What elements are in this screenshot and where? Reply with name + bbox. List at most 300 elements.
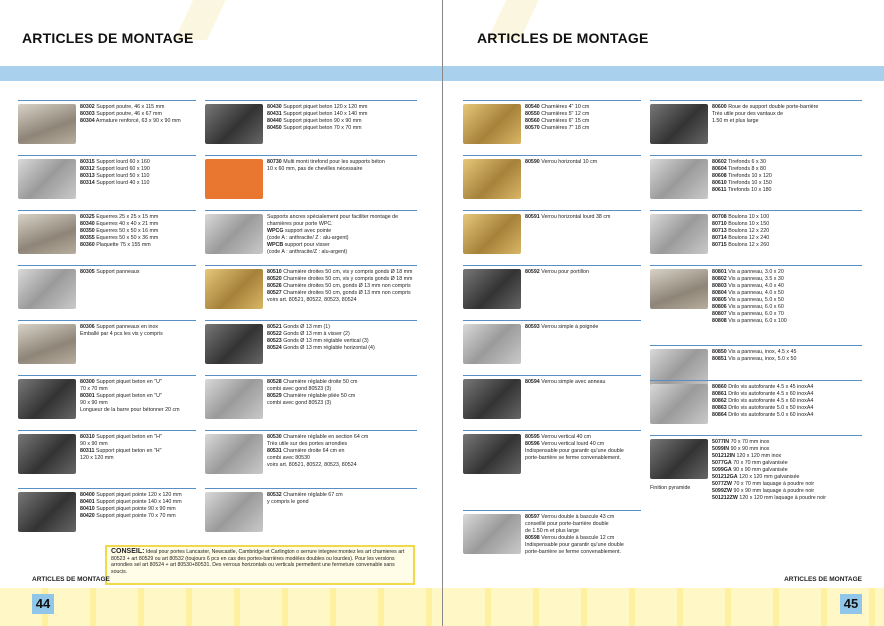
product-entry (650, 265, 862, 324)
product-description: Charnière droites 50 cm, gonds Ø 13 mm non compris (281, 283, 411, 289)
product-line (712, 439, 862, 446)
product-description: 90 x 90 mm galvanisée (731, 467, 788, 473)
divider (18, 375, 196, 376)
product-code: 80592 (525, 269, 540, 275)
product-entry (18, 155, 196, 201)
product-code: 80522 (267, 331, 282, 337)
product-line (267, 283, 417, 290)
product-code: 80591 (525, 214, 540, 220)
product-description: de 1.50 m et plus large (525, 528, 579, 534)
product-line (267, 235, 417, 242)
product-line (267, 393, 417, 400)
product-text (525, 434, 641, 462)
divider (463, 510, 641, 511)
product-line (525, 324, 641, 331)
product-code: 80311 (80, 448, 95, 454)
product-code: 80850 (712, 349, 727, 355)
product-code: 80860 (712, 384, 727, 390)
product-line (712, 276, 862, 283)
product-line (525, 104, 641, 111)
product-description: Vis a panneau, 3.0 x 20 (726, 269, 784, 275)
product-description: Très utile pour des vantaux de (712, 111, 784, 117)
product-description: 120 x 120 mm laquage à poudre noir (737, 495, 826, 501)
product-code: 80420 (80, 513, 95, 519)
product-code: 80801 (712, 269, 727, 275)
product-line (80, 492, 196, 499)
product-description: Support piquet beton 120 x 120 mm (281, 104, 368, 110)
page-number-text: 45 (843, 596, 859, 611)
product-description: Verrou vertical 40 cm (539, 434, 591, 440)
product-description: Multi monti tirefond pour les supports béton (281, 159, 385, 165)
product-code: 80595 (525, 434, 540, 440)
product-line (712, 349, 862, 356)
product-code: 5099GA (712, 467, 732, 473)
product-code: 80861 (712, 391, 727, 397)
product-description: Tirefonds 10 x 180 (726, 187, 772, 193)
product-code: 5077IN (712, 439, 730, 445)
product-line (267, 269, 417, 276)
product-description: conseillé pour porte-barrière double (525, 521, 609, 527)
product-text (267, 104, 417, 132)
product-line (712, 104, 862, 111)
product-code: 5077GA (712, 460, 732, 466)
product-code: 80350 (80, 228, 95, 234)
product-code: 80304 (80, 118, 95, 124)
product-line (267, 125, 417, 132)
product-image (205, 104, 263, 144)
product-description: Longueur de la barre pour bétonner 20 cm (80, 407, 180, 413)
product-description: y compris le gond (267, 499, 309, 505)
product-line (712, 391, 862, 398)
product-description: Support piquet pointe 90 x 90 mm (94, 506, 176, 512)
product-line (525, 159, 641, 166)
product-code: 80602 (712, 159, 727, 165)
product-code: 80526 (267, 283, 282, 289)
product-code: 80510 (267, 269, 282, 275)
product-text (80, 104, 196, 125)
product-description: 90 x 90 mm laquage à poudre noir (732, 488, 815, 494)
product-line (80, 118, 196, 125)
product-line (80, 499, 196, 506)
product-description: Support piquet beton en "H" (94, 448, 162, 454)
product-image (205, 379, 263, 419)
product-description: Vis a panneau, 6.0 x 70 (726, 311, 784, 317)
product-description: combi avec gond 80523 (3) (267, 386, 332, 392)
product-line (712, 228, 862, 235)
product-image (650, 214, 708, 254)
product-text (267, 269, 417, 304)
product-description: Drilo vis autoforante 4.5 x 45 inoxA4 (726, 384, 814, 390)
product-image (463, 434, 521, 474)
product-entry (205, 488, 417, 534)
product-entry (463, 265, 641, 311)
product-description: Charnière droites 50 cm, vis y compris gonds Ø 18 mm (281, 269, 413, 275)
divider (463, 100, 641, 101)
product-image (18, 492, 76, 532)
product-description: Tirefonds 10 x 120 (726, 173, 772, 179)
product-line (525, 118, 641, 125)
divider (205, 155, 417, 156)
product-description: Support poutre, 46 x 67 mm (94, 111, 162, 117)
product-code: 80540 (525, 104, 540, 110)
product-image (205, 492, 263, 532)
divider (463, 375, 641, 376)
product-text (267, 214, 417, 256)
product-description: Indispensable pour garantir qu'une double (525, 448, 624, 454)
product-code: 80310 (80, 434, 95, 440)
product-code: 80715 (712, 242, 727, 248)
product-line (267, 242, 417, 249)
product-image (650, 159, 708, 199)
product-line (267, 434, 417, 441)
product-line (525, 528, 641, 535)
product-code: 80550 (525, 111, 540, 117)
product-code: 80730 (267, 159, 282, 165)
product-line (80, 455, 196, 462)
product-line (712, 242, 862, 249)
product-text (267, 434, 417, 469)
product-line (525, 549, 641, 556)
product-description: Verrou pour portillon (539, 269, 589, 275)
product-code: 80597 (525, 514, 540, 520)
page-number (840, 594, 862, 614)
product-description: Boulons 12 x 240 (726, 235, 770, 241)
product-entry (205, 100, 417, 146)
product-entry (463, 430, 641, 476)
product-code: 80804 (712, 290, 727, 296)
product-line (525, 448, 641, 455)
product-line (80, 235, 196, 242)
product-code: 80714 (712, 235, 727, 241)
page-number-text: 44 (35, 596, 51, 611)
product-description: Roue de support double porte-barrière (726, 104, 819, 110)
product-code: 80807 (712, 311, 727, 317)
product-code: 80313 (80, 173, 95, 179)
divider (650, 210, 862, 211)
product-entry (18, 488, 196, 534)
product-line (525, 455, 641, 462)
product-line (80, 180, 196, 187)
product-code: 80611 (712, 187, 727, 193)
product-line (267, 379, 417, 386)
product-code: 80598 (525, 535, 540, 541)
product-code: 80300 (80, 379, 95, 385)
product-line (525, 379, 641, 386)
product-code: 80340 (80, 221, 95, 227)
product-line (80, 111, 196, 118)
product-image (18, 214, 76, 254)
product-code: 80596 (525, 441, 540, 447)
product-line (267, 345, 417, 352)
product-line (712, 290, 862, 297)
product-image (205, 269, 263, 309)
product-line (712, 269, 862, 276)
divider (463, 320, 641, 321)
product-image (18, 269, 76, 309)
product-image (650, 104, 708, 144)
product-line (267, 338, 417, 345)
product-code: 80593 (525, 324, 540, 330)
product-text (712, 384, 862, 419)
product-description: Charnières 6" 15 cm (539, 118, 590, 124)
product-code: 80523 (267, 338, 282, 344)
product-description: 120 x 120 mm galvanisée (737, 474, 800, 480)
footer-title: ARTICLES DE MONTAGE (32, 576, 110, 583)
product-image (18, 104, 76, 144)
product-code: 80302 (80, 104, 95, 110)
product-line (80, 407, 196, 414)
product-text (712, 214, 862, 249)
divider (205, 210, 417, 211)
product-image (18, 324, 76, 364)
product-description: Gonds Ø 13 mm réglable vertical (3) (281, 338, 369, 344)
product-line (80, 506, 196, 513)
product-line (267, 118, 417, 125)
product-entry (650, 155, 862, 201)
product-description: Tirefonds 8 x 80 (726, 166, 766, 172)
product-line (712, 474, 862, 481)
product-entry (463, 510, 641, 556)
product-image (650, 439, 708, 479)
product-description: Verrou double à bascule 43 cm (539, 514, 615, 520)
product-code: 80360 (80, 242, 95, 248)
product-description: voirs art. 80521, 80522, 80523, 80524 (267, 297, 357, 303)
product-image (463, 324, 521, 364)
product-code: 80594 (525, 379, 540, 385)
product-line (712, 318, 862, 325)
product-line (712, 460, 862, 467)
product-code: 80520 (267, 276, 282, 282)
product-description: Boulons 10 x 150 (726, 221, 770, 227)
product-line (525, 441, 641, 448)
product-line (80, 173, 196, 180)
product-line (712, 180, 862, 187)
product-code: 80802 (712, 276, 727, 282)
divider (205, 320, 417, 321)
product-text (525, 514, 641, 556)
product-description: (code A : anthracite/ Z : alu-argent) (267, 235, 349, 241)
product-code: 501212IN (712, 453, 735, 459)
product-line (267, 221, 417, 228)
divider (18, 488, 196, 489)
product-description: support pour visser (283, 242, 330, 248)
product-text (525, 324, 641, 331)
product-line (712, 311, 862, 318)
product-code: 80808 (712, 318, 727, 324)
product-entry (18, 375, 196, 421)
product-entry (463, 320, 641, 366)
product-description: 1.50 m et plus large (712, 118, 759, 124)
product-description: Support piquet beton 70 x 70 mm (281, 125, 362, 131)
product-code: 80528 (267, 379, 282, 385)
product-line (712, 384, 862, 391)
divider (18, 210, 196, 211)
product-line (80, 166, 196, 173)
divider (650, 155, 862, 156)
product-description: porte-barrière se ferme convenablement. (525, 549, 621, 555)
divider (205, 430, 417, 431)
product-entry (18, 430, 196, 476)
divider (205, 265, 417, 266)
product-line (712, 214, 862, 221)
product-description: Plaquette 75 x 155 mm (94, 242, 151, 248)
product-line (525, 111, 641, 118)
product-line (712, 283, 862, 290)
divider (463, 265, 641, 266)
product-code: WPCB (267, 242, 284, 248)
product-description: Boulons 10 x 100 (726, 214, 770, 220)
product-description: Support piquet beton en "U" (94, 393, 162, 399)
product-description: Support panneaux en inox (94, 324, 159, 330)
divider (18, 430, 196, 431)
product-text (80, 214, 196, 249)
product-code: 501212GA (712, 474, 738, 480)
product-line (267, 249, 417, 256)
product-description: Tirefonds 10 x 150 (726, 180, 772, 186)
product-code: 80529 (267, 393, 282, 399)
product-code: 80863 (712, 405, 727, 411)
product-line (80, 386, 196, 393)
product-description: Verrou horizontal 10 cm (539, 159, 598, 165)
product-line (712, 166, 862, 173)
product-line (267, 448, 417, 455)
product-description: Support lourd 60 x 190 (94, 166, 150, 172)
product-code: 80600 (712, 104, 727, 110)
divider (18, 320, 196, 321)
product-description: charnières pour porte WPC. (267, 221, 333, 227)
product-description: 70 x 70 mm inox (729, 439, 770, 445)
divider (650, 100, 862, 101)
product-entry (650, 210, 862, 256)
product-text (712, 159, 862, 194)
image-caption: Finition pyramide (650, 485, 691, 491)
product-code: 80570 (525, 125, 540, 131)
product-line (267, 441, 417, 448)
product-line (525, 535, 641, 542)
divider (463, 210, 641, 211)
product-description: 90 x 90 mm inox (729, 446, 770, 452)
product-text (712, 439, 862, 502)
product-code: 80803 (712, 283, 727, 289)
product-image (463, 214, 521, 254)
product-description: Vis a panneau, 6.0 x 100 (726, 318, 787, 324)
product-code: 80315 (80, 159, 95, 165)
product-description: Vis a panneau, 4.0 x 40 (726, 283, 784, 289)
product-text (80, 492, 196, 520)
product-code: 80312 (80, 166, 95, 172)
page-title: ARTICLES DE MONTAGE (477, 30, 649, 46)
divider (650, 380, 862, 381)
divider (205, 488, 417, 489)
product-text (525, 214, 641, 221)
product-image (650, 384, 708, 424)
product-description: Support lourd 40 x 110 (94, 180, 150, 186)
product-line (267, 228, 417, 235)
product-line (712, 118, 862, 125)
product-line (80, 331, 196, 338)
product-line (80, 441, 196, 448)
product-line (712, 467, 862, 474)
product-code: 80708 (712, 214, 727, 220)
product-description: Gonds Ø 13 mm réglable horizontal (4) (281, 345, 375, 351)
product-description: Gonds Ø 13 mm (1) (281, 324, 331, 330)
product-text (80, 159, 196, 187)
product-description: Verrou simple à poignée (539, 324, 599, 330)
product-line (267, 297, 417, 304)
product-code: WPCG (267, 228, 284, 234)
product-description: Boulons 12 x 220 (726, 228, 770, 234)
product-entry (463, 210, 641, 256)
product-entry (205, 375, 417, 421)
product-code: 80355 (80, 235, 95, 241)
product-image (650, 269, 708, 309)
product-code: 80450 (267, 125, 282, 131)
product-image (18, 159, 76, 199)
product-image (463, 159, 521, 199)
product-line (712, 221, 862, 228)
product-code: 80325 (80, 214, 95, 220)
divider (205, 375, 417, 376)
divider (650, 345, 862, 346)
product-description: 70 x 70 mm laquage à poudre noir (732, 481, 815, 487)
product-description: Charnières 4" 10 cm (539, 104, 590, 110)
product-description: Vis a panneau, 4.0 x 50 (726, 290, 784, 296)
product-text (525, 269, 641, 276)
product-text (80, 269, 196, 276)
divider (205, 100, 417, 101)
product-line (80, 513, 196, 520)
product-line (712, 405, 862, 412)
product-text (80, 324, 196, 338)
product-description: Equerres 40 x 40 x 21 mm (94, 221, 159, 227)
product-line (712, 453, 862, 460)
product-description: Charnières 5" 12 cm (539, 111, 590, 117)
product-description: Support lourd 50 x 110 (94, 173, 150, 179)
right-page (442, 0, 884, 626)
product-entry (205, 155, 417, 201)
product-description: Vis a panneau, 6.0 x 60 (726, 304, 784, 310)
product-line (712, 398, 862, 405)
product-description: Support piquet pointe 70 x 70 mm (94, 513, 176, 519)
product-text (267, 379, 417, 407)
product-description: Charnière droite 64 cm en (281, 448, 345, 454)
product-line (267, 290, 417, 297)
product-code: 5099IN (712, 446, 730, 452)
footer-band (0, 588, 442, 626)
product-line (712, 297, 862, 304)
product-line (80, 159, 196, 166)
product-line (712, 159, 862, 166)
product-description: Vis a panneau, inox, 4.5 x 45 (726, 349, 797, 355)
product-image (205, 434, 263, 474)
product-code: 80862 (712, 398, 727, 404)
product-image (463, 379, 521, 419)
product-line (712, 173, 862, 180)
divider (463, 430, 641, 431)
product-code: 80531 (267, 448, 282, 454)
product-code: 80710 (712, 221, 727, 227)
product-code: 80524 (267, 345, 282, 351)
product-description: Charnières 7" 18 cm (539, 125, 590, 131)
product-line (80, 393, 196, 400)
product-code: 80303 (80, 111, 95, 117)
product-code: 80314 (80, 180, 95, 186)
product-text (712, 349, 862, 363)
product-entry (18, 320, 196, 366)
product-description: Vis a panneau, 3.5 x 30 (726, 276, 784, 282)
product-code: 80713 (712, 228, 727, 234)
product-code: 80400 (80, 492, 95, 498)
